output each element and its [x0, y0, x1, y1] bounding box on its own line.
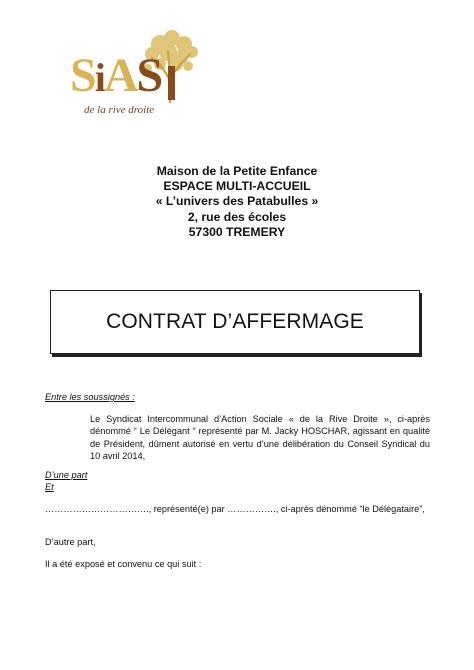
delegataire-paragraph: ……………………………., représenté(e) par ……………., ci-après dénommé “le Délégataire”,	[45, 504, 425, 514]
dune-part-label: D’une part	[45, 470, 88, 480]
entre-les-soussignes-label: Entre les soussignés :	[45, 392, 135, 402]
contract-title: CONTRAT D’AFFERMAGE	[106, 310, 364, 333]
syndicat-paragraph: Le Syndicat Intercommunal d’Action Sociale « de la Rive Droite », ci-après dénommé “ Le Délégant “ représenté par M. Jacky HOSCHAR, agissant en qualité de Président, dûment autorisé en vertu d’une délibération du Conseil Syndical du 10 avril 2014,	[90, 414, 430, 462]
dautre-part-label: D’autre part,	[45, 537, 96, 547]
contract-title-box	[50, 290, 420, 354]
expose-line: Il a été exposé et convenu ce qui suit :	[45, 559, 202, 569]
address-header	[0, 164, 474, 240]
siasi-logo	[64, 24, 204, 128]
header-line-4: 2, rue des écoles	[187, 209, 287, 224]
et-label: Et	[45, 482, 54, 492]
logo-i-stem	[168, 66, 175, 100]
header-line-2: ESPACE MULTI-ACCUEIL	[163, 179, 311, 194]
header-line-5: 57300 TREMERY	[188, 224, 286, 239]
logo-wordmark: SiAS	[70, 49, 162, 102]
logo-tagline: de la rive droite	[84, 104, 155, 116]
header-line-1: Maison de la Petite Enfance	[156, 164, 318, 178]
header-line-3: « L’univers des Patabulles »	[155, 194, 319, 209]
